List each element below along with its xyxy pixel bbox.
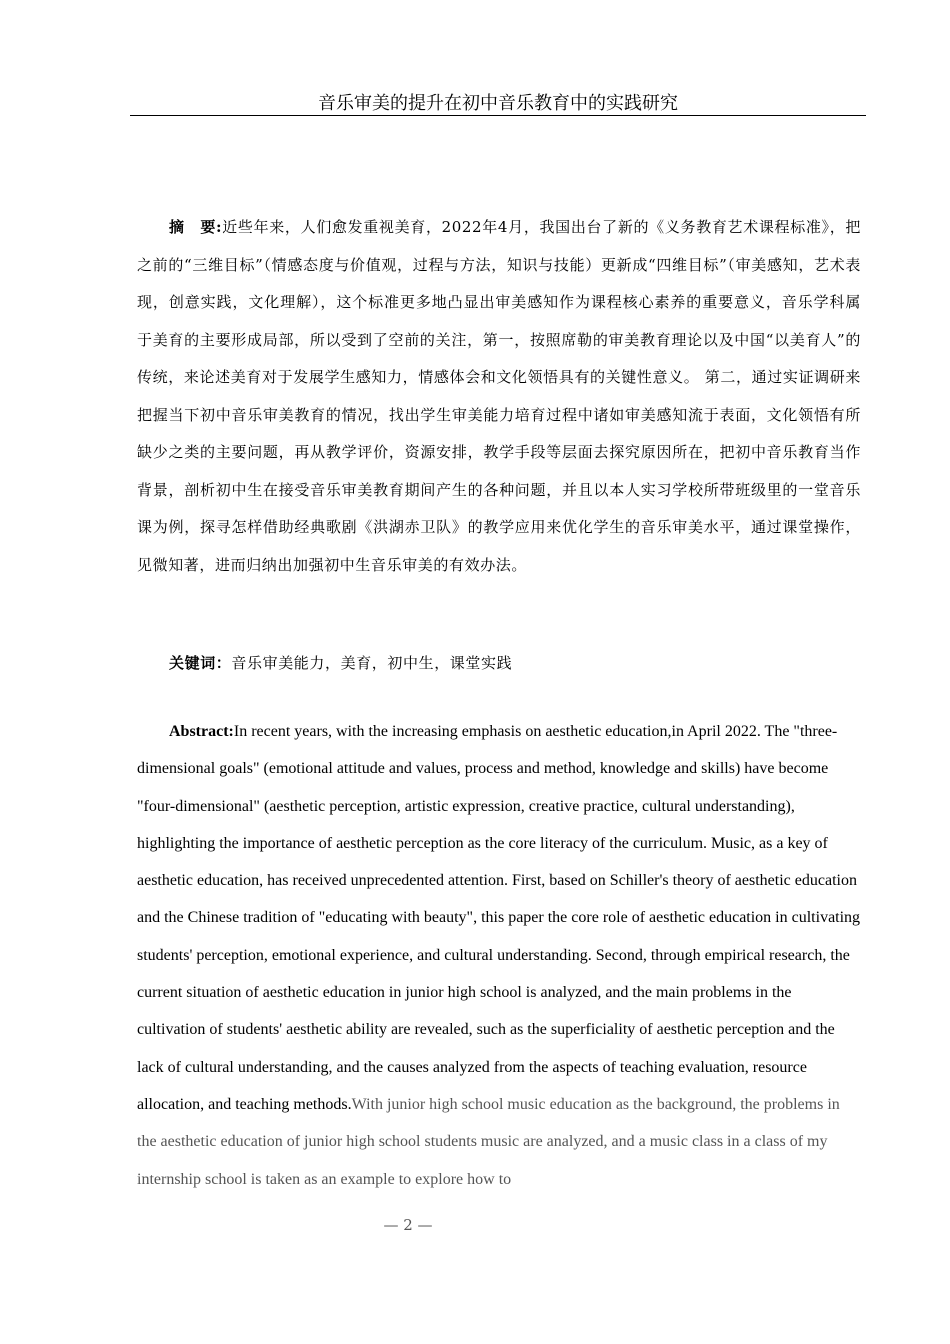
page-number: — 2 — — [383, 1216, 433, 1234]
english-abstract-label: Abstract: — [169, 723, 234, 740]
header-divider — [130, 115, 866, 116]
keywords-label: 关键词： — [169, 654, 232, 672]
chinese-abstract — [137, 209, 861, 584]
english-abstract-continued-text: With junior high school music education as the background, the problems in the aesthetic education of junior high school students music are analyzed, and a music class in a class of my internship school is taken as an example to explore how to — [137, 1095, 840, 1188]
chinese-abstract-text: 近些年来，人们愈发重视美育，2022年4月，我国出台了新的《义务教育艺术课程标准》，把之前的“三维目标”（情感态度与价值观，过程与方法，知识与技能）更新成“四维目标”（审美感知，艺术表现，创意实践，文化理解），这个标准更多地凸显出审美感知作为课程核心素养的重要意义，音乐学科属于美育的主要形成局部，所以受到了空前的关注，第一，按照席勒的审美教育理论以及中国“以美育人”的传统，来论述美育对于发展学生感知力，情感体会和文化领悟具有的关键性意义。 第二，通过实证调研来把握当下初中音乐审美教育的情况，找出学生审美能力培育过程中诸如审美感知流于表面，文化领悟有所缺少之类的主要问题，再从教学评价，资源安排，教学手段等层面去探究原因所在，把初中音乐教育当作背景，剖析初中生在接受音乐审美教育期间产生的各种问题，并且以本人实习学校所带班级里的一堂音乐课为例，探寻怎样借助经典歌剧《洪湖赤卫队》的教学应用来优化学生的音乐审美水平，通过课堂操作，见微知著，进而归纳出加强初中生音乐审美的有效办法。 — [137, 218, 861, 574]
chinese-keywords — [137, 648, 861, 678]
english-abstract-text: In recent years, with the increasing emphasis on aesthetic education,in April 2022. The "three-dimensional goals" (emotional attitude and values, process and method, knowledge and skills) have become "four-dimensional" (aesthetic perception, artistic expression, creative practice, cultural understanding), highlighting the importance of aesthetic perception as the core literacy of the curriculum. Music, as a key of aesthetic education, has received unprecedented attention. First, based on Schiller's theory of aesthetic education and the Chinese tradition of "educating with beauty", this paper the core role of aesthetic education in cultivating students' perception, emotional experience, and cultural understanding. Second, through empirical research, the current situation of aesthetic education in junior high school is analyzed, and the main problems in the cultivation of students' aesthetic ability are revealed, such as the superficiality of aesthetic perception and the lack of cultural understanding, and the causes analyzed from the aspects of teaching evaluation, resource allocation, and teaching methods. — [137, 723, 861, 1113]
keywords-text: 音乐审美能力，美育，初中生，课堂实践 — [231, 654, 513, 672]
chinese-abstract-label: 摘 要: — [169, 218, 223, 236]
english-abstract — [137, 713, 861, 1198]
running-header-title: 音乐审美的提升在初中音乐教育中的实践研究 — [318, 93, 678, 114]
